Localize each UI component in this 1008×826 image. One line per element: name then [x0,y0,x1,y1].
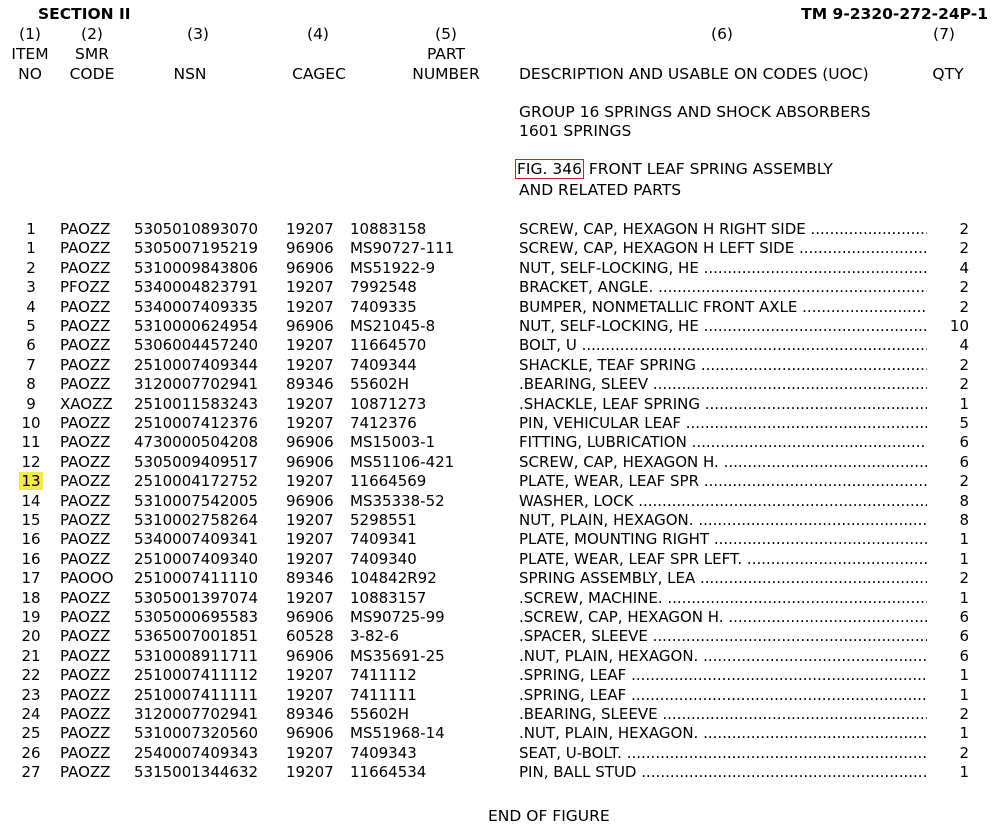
cage-code: 96906 [286,317,334,335]
description: NUT, SELF-LOCKING, HE ..... [519,317,927,336]
quantity: 2 [959,220,969,238]
nsn: 5340007409335 [134,297,259,316]
nsn: 5315001344632 [134,763,259,782]
nsn: 5305009409517 [134,452,259,471]
smr-code: PAOZZ [60,239,111,258]
cage-code: 60528 [286,627,334,646]
table-row [0,569,1008,588]
cage-code: 19207 [286,355,334,374]
item-number: 8 [26,375,36,394]
table-row [0,666,1008,685]
description: SCREW, CAP, HEXAGON H. ..... [519,453,927,472]
part-number: 11664569 [350,472,427,491]
cage-code: 19207 [286,414,334,432]
part-number: MS90727-111 [350,239,455,258]
part-number: 7409335 [350,297,417,316]
smr-code: PAOZZ [60,433,111,452]
nsn: 5305010893070 [134,220,259,238]
item-number: 12 [21,452,41,471]
table-row [0,705,1008,724]
smr-code: PAOZZ [60,666,111,685]
table-row [0,647,1008,666]
item-number: 3 [26,278,36,297]
description: .SCREW, MACHINE. ..... [519,589,927,608]
part-number: MS51922-9 [350,258,436,277]
item-number: 1 [26,220,36,238]
table-row [0,724,1008,743]
part-number: 55602H [350,705,409,723]
item-number: 14 [21,491,41,510]
nsn: 2510007409340 [134,549,259,568]
cage-code: 96906 [286,258,334,277]
description: BRACKET, ANGLE. ..... [519,278,927,297]
smr-code: PAOZZ [60,355,111,374]
quantity: 6 [959,646,969,665]
table-row [0,550,1008,569]
table-row [0,608,1008,627]
cage-code: 96906 [286,724,334,743]
end-of-figure: END OF FIGURE [488,807,610,825]
nsn: 5310002758264 [134,511,259,529]
smr-code: PAOZZ [60,258,111,277]
col3-number: (3) [187,25,209,43]
quantity: 8 [959,511,969,529]
nsn: 5310007320560 [134,724,259,743]
smr-code: PAOZZ [60,375,111,394]
item-number: 20 [21,627,41,646]
description: PIN, VEHICULAR LEAF ..... [519,414,927,433]
smr-code: PAOZZ [60,685,111,704]
description: SEAT, U-BOLT. ..... [519,744,927,763]
description: .NUT, PLAIN, HEXAGON. ..... [519,724,927,743]
table-row [0,686,1008,705]
item-number: 23 [21,685,41,704]
table-row [0,298,1008,317]
part-number: 3-82-6 [350,627,399,646]
nsn: 2510007411110 [134,569,259,588]
cage-code: 19207 [286,530,334,549]
part-number: 7411112 [350,666,417,685]
table-row [0,627,1008,646]
table-row [0,472,1008,491]
table-row [0,259,1008,278]
cage-code: 96906 [286,452,334,471]
table-row [0,317,1008,336]
col1-label-line1: ITEM [11,45,49,63]
item-number: 18 [21,588,41,607]
nsn: 5340004823791 [134,278,259,297]
smr-code: XAOZZ [60,394,113,413]
table-row [0,433,1008,452]
cage-code: 19207 [286,549,334,568]
part-number: 5298551 [350,511,417,529]
part-number: MS15003-1 [350,433,436,452]
table-row [0,744,1008,763]
cage-code: 19207 [286,685,334,704]
quantity: 8 [959,491,969,510]
item-number: 10 [21,414,41,432]
smr-code: PAOZZ [60,317,111,335]
item-number [16,472,46,491]
highlighted-item-number: 13 [21,472,41,491]
cage-code: 89346 [286,569,334,588]
item-number: 9 [26,394,36,413]
cage-code: 19207 [286,297,334,316]
item-number: 1 [26,239,36,258]
table-row [0,414,1008,433]
description: PIN, BALL STUD ..... [519,763,927,782]
cage-code: 96906 [286,646,334,665]
part-number: 11664570 [350,336,427,355]
quantity: 1 [959,666,969,685]
part-number: 10883157 [350,588,427,607]
nsn: 5305007195219 [134,239,259,258]
cage-code: 19207 [286,220,334,238]
table-row [0,220,1008,239]
description: NUT, SELF-LOCKING, HE ..... [519,259,927,278]
smr-code: PAOZZ [60,608,111,626]
col6-label-line2: DESCRIPTION AND USABLE ON CODES (UOC) [519,65,869,83]
col5-label-line1: PART [426,45,466,63]
quantity: 4 [959,336,969,355]
item-number: 22 [21,666,41,685]
item-number: 11 [21,433,41,452]
description: .SPACER, SLEEVE ..... [519,627,927,646]
smr-code: PAOZZ [60,511,111,529]
cage-code: 96906 [286,491,334,510]
item-number: 27 [21,763,41,782]
smr-code: PAOZZ [60,705,111,723]
part-number: MS90725-99 [350,608,445,626]
item-number: 25 [21,724,41,743]
nsn: 5305000695583 [134,608,259,626]
col7-label-line2: QTY [932,65,964,83]
quantity: 1 [959,724,969,743]
quantity: 6 [959,452,969,471]
nsn: 4730000504208 [134,433,259,452]
nsn: 5310007542005 [134,491,259,510]
quantity: 10 [949,317,969,335]
table-row [0,453,1008,472]
part-number: MS51106-421 [350,452,455,471]
smr-code: PAOZZ [60,472,111,491]
col4-label-line2: CAGEC [292,65,346,83]
col1-number: (1) [19,25,41,43]
item-number: 5 [26,317,36,335]
part-number: 104842R92 [350,569,437,588]
col3-label-line2: NSN [173,65,207,83]
smr-code: PFOZZ [60,278,111,297]
description: .BEARING, SLEEV ..... [519,375,927,394]
smr-code: PAOZZ [60,627,111,646]
col4-number: (4) [307,25,329,43]
smr-code: PAOZZ [60,220,111,238]
quantity: 6 [959,627,969,646]
smr-code: PAOZZ [60,743,111,762]
quantity: 6 [959,433,969,452]
cage-code: 19207 [286,336,334,355]
part-number: 7412376 [350,414,417,432]
cage-code: 19207 [286,394,334,413]
figure-title-line1: FRONT LEAF SPRING ASSEMBLY [588,160,833,178]
nsn: 5310009843806 [134,258,259,277]
description: .SCREW, CAP, HEXAGON H. ..... [519,608,927,627]
table-row [0,239,1008,258]
figure-heading [515,159,833,179]
quantity: 2 [959,472,969,491]
cage-code: 19207 [286,472,334,491]
table-row [0,375,1008,394]
col5-number: (5) [435,25,457,43]
cage-code: 96906 [286,608,334,626]
item-number: 21 [21,646,41,665]
quantity: 4 [959,258,969,277]
quantity: 1 [959,530,969,549]
item-number: 2 [26,258,36,277]
part-number: 55602H [350,375,409,394]
quantity: 2 [959,355,969,374]
quantity: 1 [959,549,969,568]
part-number: MS35338-52 [350,491,445,510]
part-number: 7409340 [350,549,417,568]
nsn: 5306004457240 [134,336,259,355]
nsn: 5305001397074 [134,588,259,607]
col7-number: (7) [933,25,955,43]
table-row [0,278,1008,297]
document-number: TM 9-2320-272-24P-1 [801,5,988,23]
figure-title-line2: AND RELATED PARTS [519,181,682,199]
cage-code: 19207 [286,666,334,685]
smr-code: PAOOO [60,569,114,588]
quantity: 2 [959,705,969,723]
quantity: 1 [959,763,969,782]
smr-code: PAOZZ [60,724,111,743]
cage-code: 89346 [286,705,334,723]
nsn: 5310000624954 [134,317,259,335]
description: PLATE, WEAR, LEAF SPR ..... [519,472,927,491]
quantity: 1 [959,588,969,607]
part-number: 10871273 [350,394,427,413]
group-subtitle: 1601 SPRINGS [519,122,632,140]
nsn: 2510007412376 [134,414,259,432]
quantity: 2 [959,743,969,762]
quantity: 2 [959,239,969,258]
table-row [0,763,1008,782]
nsn: 2540007409343 [134,743,259,762]
quantity: 2 [959,375,969,394]
part-number: 11664534 [350,763,427,782]
col6-number: (6) [711,25,733,43]
cage-code: 96906 [286,239,334,258]
quantity: 1 [959,685,969,704]
smr-code: PAOZZ [60,530,111,549]
cage-code: 89346 [286,375,334,394]
cage-code: 19207 [286,511,334,529]
quantity: 2 [959,278,969,297]
part-number: 7409344 [350,355,417,374]
description: BOLT, U ..... [519,336,927,355]
smr-code: PAOZZ [60,414,111,432]
part-number: MS21045-8 [350,317,436,335]
item-number: 24 [21,705,41,723]
part-number: MS35691-25 [350,646,445,665]
smr-code: PAOZZ [60,646,111,665]
quantity: 1 [959,394,969,413]
description: .BEARING, SLEEVE ..... [519,705,927,724]
description: PLATE, MOUNTING RIGHT ..... [519,530,927,549]
nsn: 5310008911711 [134,646,259,665]
item-number: 17 [21,569,41,588]
table-row [0,589,1008,608]
description: SPRING ASSEMBLY, LEA ..... [519,569,927,588]
description: .SHACKLE, LEAF SPRING ..... [519,395,927,414]
col2-label-line1: SMR [75,45,109,63]
description: SHACKLE, TEAF SPRING ..... [519,356,927,375]
nsn: 5340007409341 [134,530,259,549]
item-number: 6 [26,336,36,355]
smr-code: PAOZZ [60,452,111,471]
table-row [0,356,1008,375]
description: .NUT, PLAIN, HEXAGON. ..... [519,647,927,666]
description: FITTING, LUBRICATION ..... [519,433,927,452]
smr-code: PAOZZ [60,549,111,568]
nsn: 2510004172752 [134,472,259,491]
item-number: 7 [26,355,36,374]
item-number: 16 [21,549,41,568]
figure-number-box: FIG. 346 [517,160,582,178]
cage-code: 19207 [286,743,334,762]
description: SCREW, CAP, HEXAGON H LEFT SIDE ..... [519,239,927,258]
col2-label-line2: CODE [69,65,115,83]
item-number: 15 [21,511,41,529]
table-row [0,336,1008,355]
quantity: 6 [959,608,969,626]
cage-code: 19207 [286,588,334,607]
quantity: 2 [959,297,969,316]
item-number: 19 [21,608,41,626]
group-title: GROUP 16 SPRINGS AND SHOCK ABSORBERS [519,103,871,121]
description: .SPRING, LEAF ..... [519,666,927,685]
col5-label-line2: NUMBER [412,65,480,83]
nsn: 5365007001851 [134,627,259,646]
nsn: 3120007702941 [134,705,259,723]
description: WASHER, LOCK ..... [519,492,927,511]
nsn: 2510007411111 [134,685,259,704]
table-row [0,530,1008,549]
part-number: 7409341 [350,530,417,549]
nsn: 2510007409344 [134,355,259,374]
cage-code: 19207 [286,763,334,782]
part-number: 7409343 [350,743,417,762]
table-row [0,511,1008,530]
item-number: 4 [26,297,36,316]
smr-code: PAOZZ [60,297,111,316]
part-number: 7411111 [350,685,417,704]
smr-code: PAOZZ [60,491,111,510]
smr-code: PAOZZ [60,336,111,355]
part-number: 10883158 [350,220,427,238]
col1-label-line2: NO [18,65,42,83]
table-row [0,492,1008,511]
quantity: 5 [959,414,969,432]
description: NUT, PLAIN, HEXAGON. ..... [519,511,927,530]
description: .SPRING, LEAF ..... [519,686,927,705]
part-number: MS51968-14 [350,724,445,743]
item-number: 16 [21,530,41,549]
quantity: 2 [959,569,969,588]
nsn: 2510011583243 [134,394,259,413]
part-number: 7992548 [350,278,417,297]
col2-number: (2) [81,25,103,43]
table-row [0,395,1008,414]
description: SCREW, CAP, HEXAGON H RIGHT SIDE ..... [519,220,927,239]
description: BUMPER, NONMETALLIC FRONT AXLE ..... [519,298,927,317]
cage-code: 19207 [286,278,334,297]
nsn: 3120007702941 [134,375,259,394]
item-number: 26 [21,743,41,762]
nsn: 2510007411112 [134,666,259,685]
cage-code: 96906 [286,433,334,452]
smr-code: PAOZZ [60,763,111,782]
description: PLATE, WEAR, LEAF SPR LEFT. ..... [519,550,927,569]
section-title: SECTION II [38,5,131,23]
smr-code: PAOZZ [60,588,111,607]
